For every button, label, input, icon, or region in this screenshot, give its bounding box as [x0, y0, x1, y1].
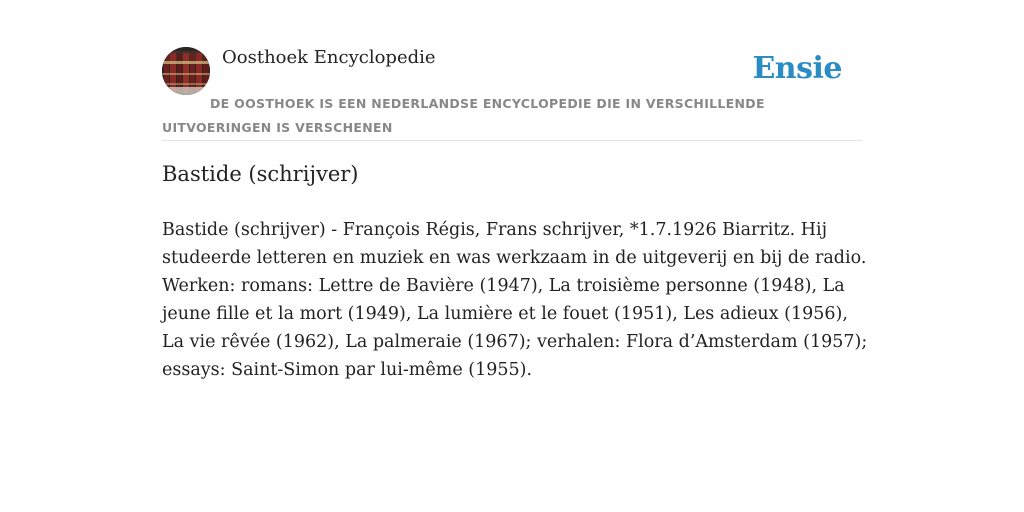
brand-logo[interactable]: Ensie: [752, 51, 842, 86]
site-name[interactable]: Oosthoek Encyclopedie: [222, 47, 436, 68]
books-icon[interactable]: [162, 47, 210, 95]
site-tagline: DE OOSTHOEK IS EEN NEDERLANDSE ENCYCLOPEDIE DIE IN VERSCHILLENDE UITVOERINGEN IS VERSCHENEN: [162, 96, 765, 135]
article-body: Bastide (schrijver) - François Régis, Frans schrijver, *1.7.1926 Biarritz. Hij studeerde letteren en muziek en was werkzaam in de uitgeverij en bij de radio. Werken: romans: Lettre de Bavière (1947), La troisième personne (1948), La jeune fille et la mort (1949), La lumière et le fouet (1951), Les adieux (1956), La vie rêvée (1962), La palmeraie (1967); verhalen: Flora d’Amsterdam (1957); essays: Saint-Simon par lui-même (1955).: [162, 220, 868, 380]
site-header: [162, 44, 862, 141]
article-title: Bastide (schrijver): [162, 162, 359, 186]
